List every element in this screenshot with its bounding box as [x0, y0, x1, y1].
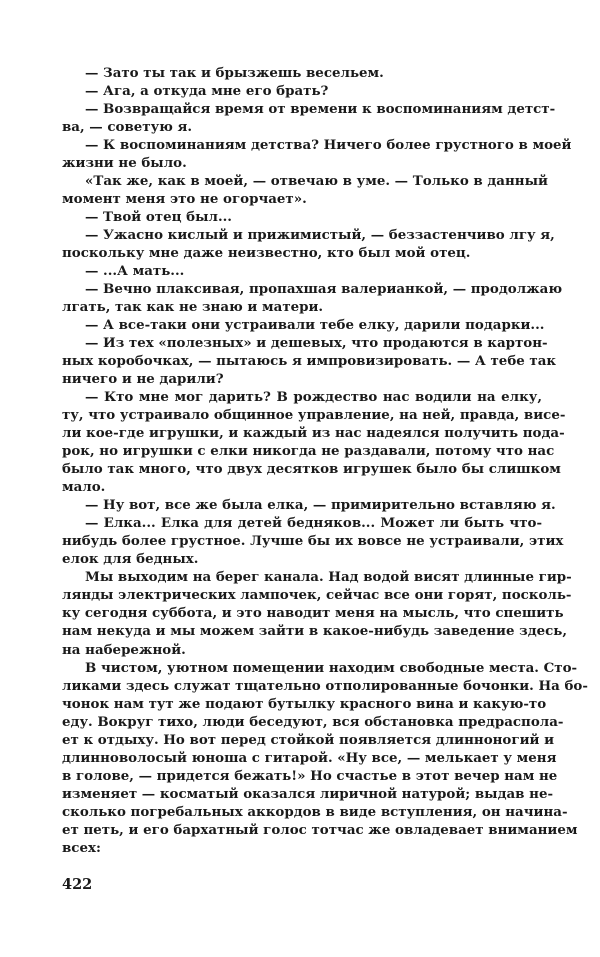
text-line: — Твой отец был... — [85, 209, 232, 226]
text-line: — Ну вот, все же была елка, — примирительно вставляю я. — [85, 497, 556, 514]
text-line: всех: — [62, 839, 101, 856]
text-line: елок для бедных. — [62, 551, 199, 568]
text-line: — Ужасно кислый и прижимистый, — беззастенчиво лгу я, — [85, 227, 555, 244]
text-line: — Ага, а откуда мне его брать? — [85, 83, 329, 100]
text-line: было так много, что двух десятков игрушек было бы слишком — [62, 461, 561, 478]
text-line: изменяет — косматый оказался лиричной натурой; выдав не- — [62, 785, 554, 802]
text-line: длинноволосый юноша с гитарой. «Ну все, — мелькает у меня — [62, 749, 557, 766]
text-line: жизни не было. — [62, 155, 187, 172]
text-line: — Кто мне мог дарить? В рождество нас водили на елку, — [85, 389, 542, 406]
text-line: мало. — [62, 479, 106, 496]
body-text — [62, 64, 588, 857]
text-line: ва, — советую я. — [62, 119, 193, 136]
text-line: ет к отдыху. Но вот перед стойкой появляется длинноногий и — [62, 731, 555, 748]
text-line: рок, но игрушки с елки никогда не раздавали, потому что нас — [62, 443, 555, 460]
text-line: Мы выходим на берег канала. Над водой висят длинные гир- — [85, 569, 572, 586]
text-line: сколько погребальных аккордов в виде вступления, он начина- — [62, 803, 568, 820]
text-line: — Зато ты так и брызжешь весельем. — [85, 65, 384, 81]
text-line: ет петь, и его бархатный голос тотчас же овладевает вниманием — [62, 821, 578, 838]
text-line: — ...А мать... — [85, 263, 185, 280]
text-line: ту, что устраивало общинное управление, на ней, правда, висе- — [62, 407, 566, 424]
text-line: ку сегодня суббота, и это наводит меня на мысль, что спешить — [62, 605, 564, 622]
text-line: момент меня это не огорчает». — [62, 191, 307, 208]
text-line: — Возвращайся время от времени к воспоминаниям детст- — [85, 101, 556, 118]
text-line: — Из тех «полезных» и дешевых, что продаются в картон- — [85, 335, 548, 352]
text-line: — Вечно плаксивая, пропахшая валерианкой, — продолжаю — [85, 281, 563, 298]
text-line: на набережной. — [62, 641, 186, 658]
text-line: поскольку мне даже неизвестно, кто был мой отец. — [62, 245, 471, 262]
text-line: — Елка... Елка для детей бедняков... Может ли быть что- — [85, 515, 542, 532]
text-line: чонок нам тут же подают бутылку красного вина и какую-то — [62, 695, 547, 712]
text-line: лгать, так как не знаю и матери. — [62, 299, 324, 316]
text-line: лянды электрических лампочек, сейчас все они горят, посколь- — [62, 587, 572, 604]
text-line: В чистом, уютном помещении находим свободные места. Сто- — [85, 659, 578, 676]
text-line: в голове, — придется бежать!» Но счастье в этот вечер нам не — [62, 767, 558, 784]
text-line: — А все-таки они устраивали тебе елку, дарили подарки... — [85, 317, 545, 334]
text-line: нам некуда и мы можем зайти в какое-нибудь заведение здесь, — [62, 623, 568, 640]
text-line: еду. Вокруг тихо, люди беседуют, вся обстановка предраспола- — [62, 713, 564, 730]
text-line: нибудь более грустное. Лучше бы их вовсе не устраивали, этих — [62, 533, 564, 550]
text-line: ли кое-где игрушки, и каждый из нас надеялся получить пода- — [62, 425, 565, 442]
page-number: 422 — [62, 876, 93, 893]
text-line: ных коробочках, — пытаюсь я импровизировать. — А тебе так — [62, 353, 557, 370]
text-line: «Так же, как в моей, — отвечаю в уме. — Только в данный — [85, 173, 548, 190]
text-line: — К воспоминаниям детства? Ничего более грустного в моей — [85, 137, 572, 154]
text-line: ликами здесь служат тщательно отполированные бочонки. На бо- — [62, 677, 588, 694]
text-line: ничего и не дарили? — [62, 371, 224, 388]
